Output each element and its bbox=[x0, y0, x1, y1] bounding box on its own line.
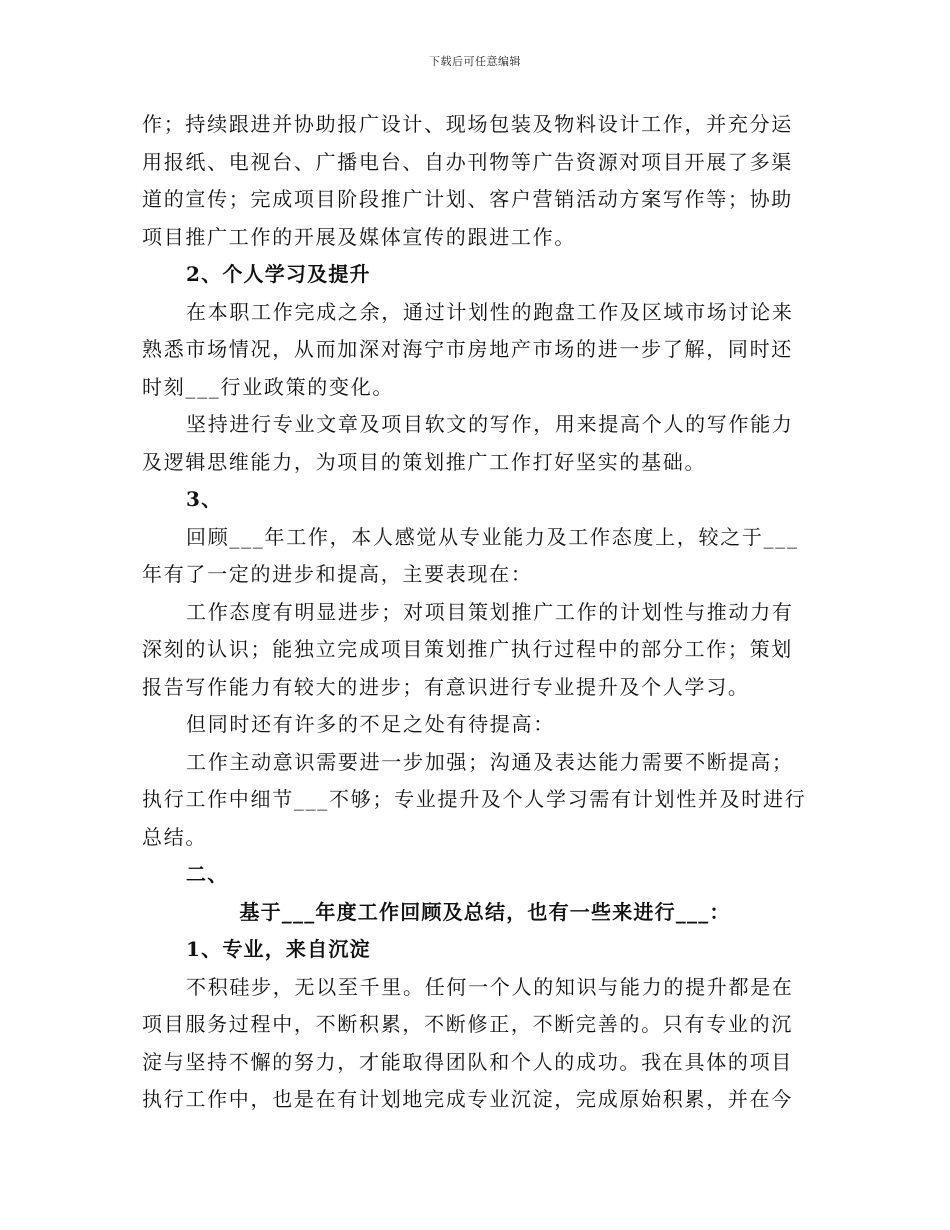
body-line: 年有了一定的进步和提高，主要表现在： bbox=[142, 562, 533, 586]
section-heading: 3、 bbox=[186, 487, 223, 511]
body-line: 用报纸、电视台、广播电台、自办刊物等广告资源对项目开展了多渠 bbox=[142, 149, 793, 174]
body-line: 总结。 bbox=[142, 824, 208, 849]
body-line: 报告写作能力有较大的进步；有意识进行专业提升及个人学习。 bbox=[142, 674, 750, 699]
body-line: 在本职工作完成之余，通过计划性的跑盘工作及区域市场讨论来 bbox=[186, 299, 794, 324]
body-line: 作；持续跟进并协助报广设计、现场包装及物料设计工作，并充分运 bbox=[142, 112, 793, 136]
body-line: 但同时还有许多的不足之处有待提高： bbox=[186, 712, 555, 736]
body-line: 及逻辑思维能力，为项目的策划推广工作打好坚实的基础。 bbox=[142, 449, 707, 474]
body-line: 熟悉市场情况，从而加深对海宁市房地产市场的进一步了解，同时还 bbox=[142, 337, 793, 361]
body-line: 不积硅步，无以至千里。任何一个人的知识与能力的提升都是在 bbox=[186, 974, 794, 999]
section-heading: 1、专业，来自沉淀 bbox=[186, 937, 371, 961]
body-line: 淀与坚持不懈的努力，才能取得团队和个人的成功。我在具体的项目 bbox=[142, 1049, 793, 1074]
section-heading: 二、 bbox=[186, 862, 229, 886]
page-header: 下载后可任意编辑 bbox=[429, 55, 521, 68]
body-line: 执行工作中细节___不够；专业提升及个人学习需有计划性并及时进行 bbox=[142, 787, 807, 811]
centered-heading: 基于___年度工作回顾及总结，也有一些来进行___： bbox=[239, 899, 731, 924]
body-line: 深刻的认识；能独立完成项目策划推广执行过程中的部分工作；策划 bbox=[142, 637, 793, 661]
body-line: 执行工作中，也是在有计划地完成专业沉淀，完成原始积累，并在今 bbox=[142, 1087, 793, 1111]
body-line: 道的宣传；完成项目阶段推广计划、客户营销活动方案写作等；协助 bbox=[142, 187, 793, 211]
document-body bbox=[142, 106, 808, 1119]
body-line: 工作态度有明显进步；对项目策划推广工作的计划性与推动力有 bbox=[186, 599, 794, 624]
body-line: 回顾___年工作，本人感觉从专业能力及工作态度上，较之于___ bbox=[186, 524, 799, 549]
body-line: 工作主动意识需要进一步加强；沟通及表达能力需要不断提高； bbox=[186, 749, 794, 774]
body-line: 时刻___行业政策的变化。 bbox=[142, 374, 395, 399]
body-line: 坚持进行专业文章及项目软文的写作，用来提高个人的写作能力 bbox=[186, 412, 794, 436]
section-heading: 2、个人学习及提升 bbox=[186, 262, 371, 286]
body-line: 项目推广工作的开展及媒体宣传的跟进工作。 bbox=[142, 224, 576, 249]
body-line: 项目服务过程中，不断积累，不断修正，不断完善的。只有专业的沉 bbox=[142, 1012, 793, 1036]
